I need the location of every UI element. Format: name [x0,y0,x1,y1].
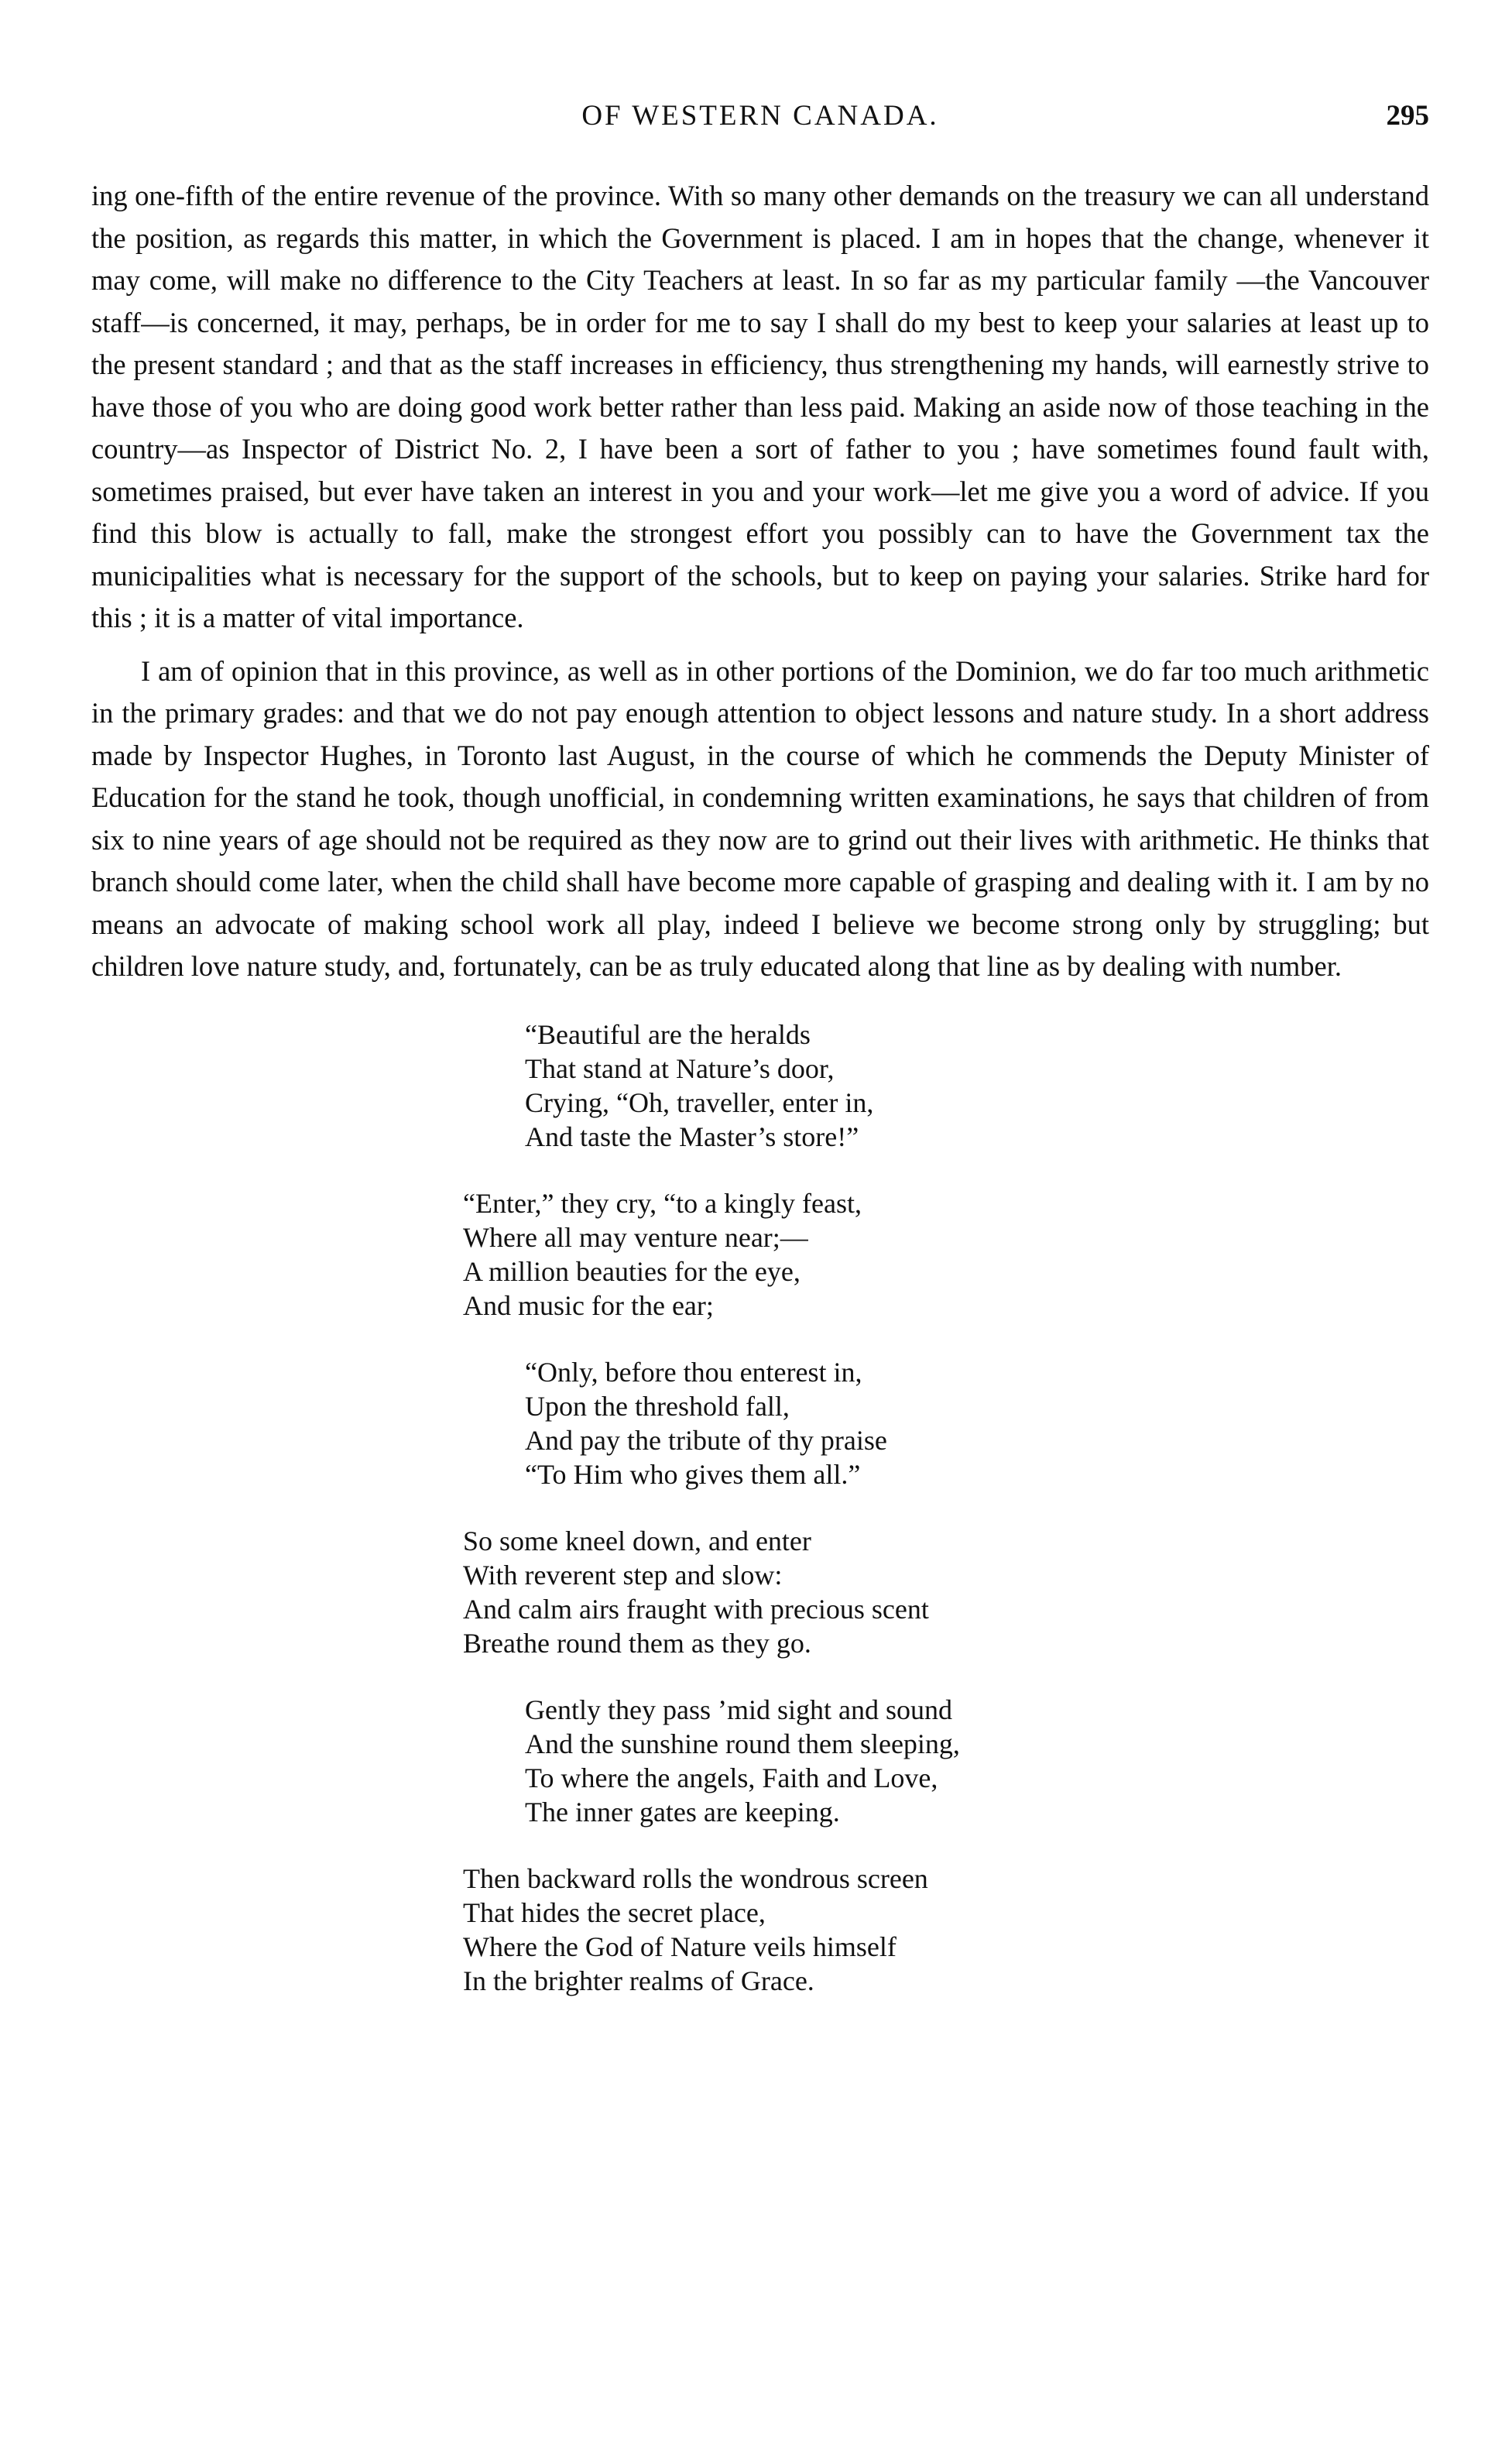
poem-line: “Only, before thou enterest in, [525,1356,862,1388]
poem-line: Where all may venture near;— [463,1221,808,1253]
poem-line: And music for the ear; [463,1289,714,1321]
poem-line: Crying, “Oh, traveller, enter in, [525,1086,874,1118]
poem-line: Then backward rolls the wondrous screen [463,1862,928,1894]
poem-stanza [463,1186,1429,1323]
poem-line: “Enter,” they cry, “to a kingly feast, [463,1187,862,1219]
poem [91,1018,1429,1998]
poem-line: Upon the threshold fall, [525,1390,790,1422]
poem-line: So some kneel down, and enter [463,1525,811,1556]
poem-stanza [525,1693,1429,1829]
poem-line: “Beautiful are the heralds [525,1018,811,1050]
poem-stanza [525,1018,1429,1154]
poem-stanza [463,1524,1429,1660]
paragraph: ing one-fifth of the entire revenue of the province. With so many other demands on the treasury we can all understand the position, as regards this matter, in which the Government is placed. I am in hopes that the change, whenever it may come, will make no difference to the City Teachers at least. In so far as my particular family —the Vancouver staff—is concerned, it may, perhaps, be in order for me to say I shall do my best to keep your salaries at least up to the present standard ; and that as the staff increases in efficiency, thus strengthening my hands, will earnestly strive to have those of you who are doing good work better rather than less paid. Making an aside now of those teaching in the country—as Inspector of District No. 2, I have been a sort of father to you ; have sometimes found fault with, sometimes praised, but ever have taken an interest in you and your work—let me give you a word of advice. If you find this blow is actually to fall, make the strongest effort you possibly can to have the Government tax the municipalities what is necessary for the support of the schools, but to keep on paying your salaries. Strike hard for this ; it is a matter of vital importance. [91,180,1429,633]
poem-line: And calm airs fraught with precious scent [463,1593,929,1625]
poem-line: Gently they pass ’mid sight and sound [525,1694,952,1725]
book-page [91,99,1429,2030]
body-text [91,175,1429,988]
poem-stanza [525,1355,1429,1491]
paragraph: I am of opinion that in this province, as well as in other portions of the Dominion, we do far too much arithmetic in the primary grades: and that we do not pay enough attention to object lessons and nature study. In a short address made by Inspector Hughes, in Toronto last August, in the course of which he commends the Deputy Minister of Education for the stand he took, though unofficial, in condemning written examinations, he says that children of from six to nine years of age should not be required as they now are to grind out their lives with arithmetic. He thinks that branch should come later, when the child shall have become more capable of grasping and dealing with it. I am by no means an advocate of making school work all play, indeed I believe we become strong only by struggling; but children love nature study, and, fortunately, can be as truly educated along that line as by dealing with number. [91,654,1429,982]
poem-line: And taste the Master’s store!” [525,1121,859,1152]
page-number: 295 [1386,100,1429,132]
poem-line: That stand at Nature’s door, [525,1052,835,1084]
poem-line: That hides the secret place, [463,1896,766,1928]
poem-line: The inner gates are keeping. [525,1796,840,1828]
page-header [91,99,1429,146]
poem-line: Where the God of Nature veils himself [463,1930,897,1962]
poem-line: A million beauties for the eye, [463,1255,801,1287]
poem-line: “To Him who gives them all.” [525,1458,861,1490]
poem-line: And the sunshine round them sleeping, [525,1728,960,1759]
poem-line: In the brighter realms of Grace. [463,1965,814,1996]
running-head: OF WESTERN CANADA. [581,100,939,132]
poem-line: With reverent step and slow: [463,1559,783,1591]
poem-line: And pay the tribute of thy praise [525,1424,887,1456]
poem-stanza [463,1862,1429,1998]
poem-line: To where the angels, Faith and Love, [525,1762,938,1793]
poem-line: Breathe round them as they go. [463,1627,811,1659]
